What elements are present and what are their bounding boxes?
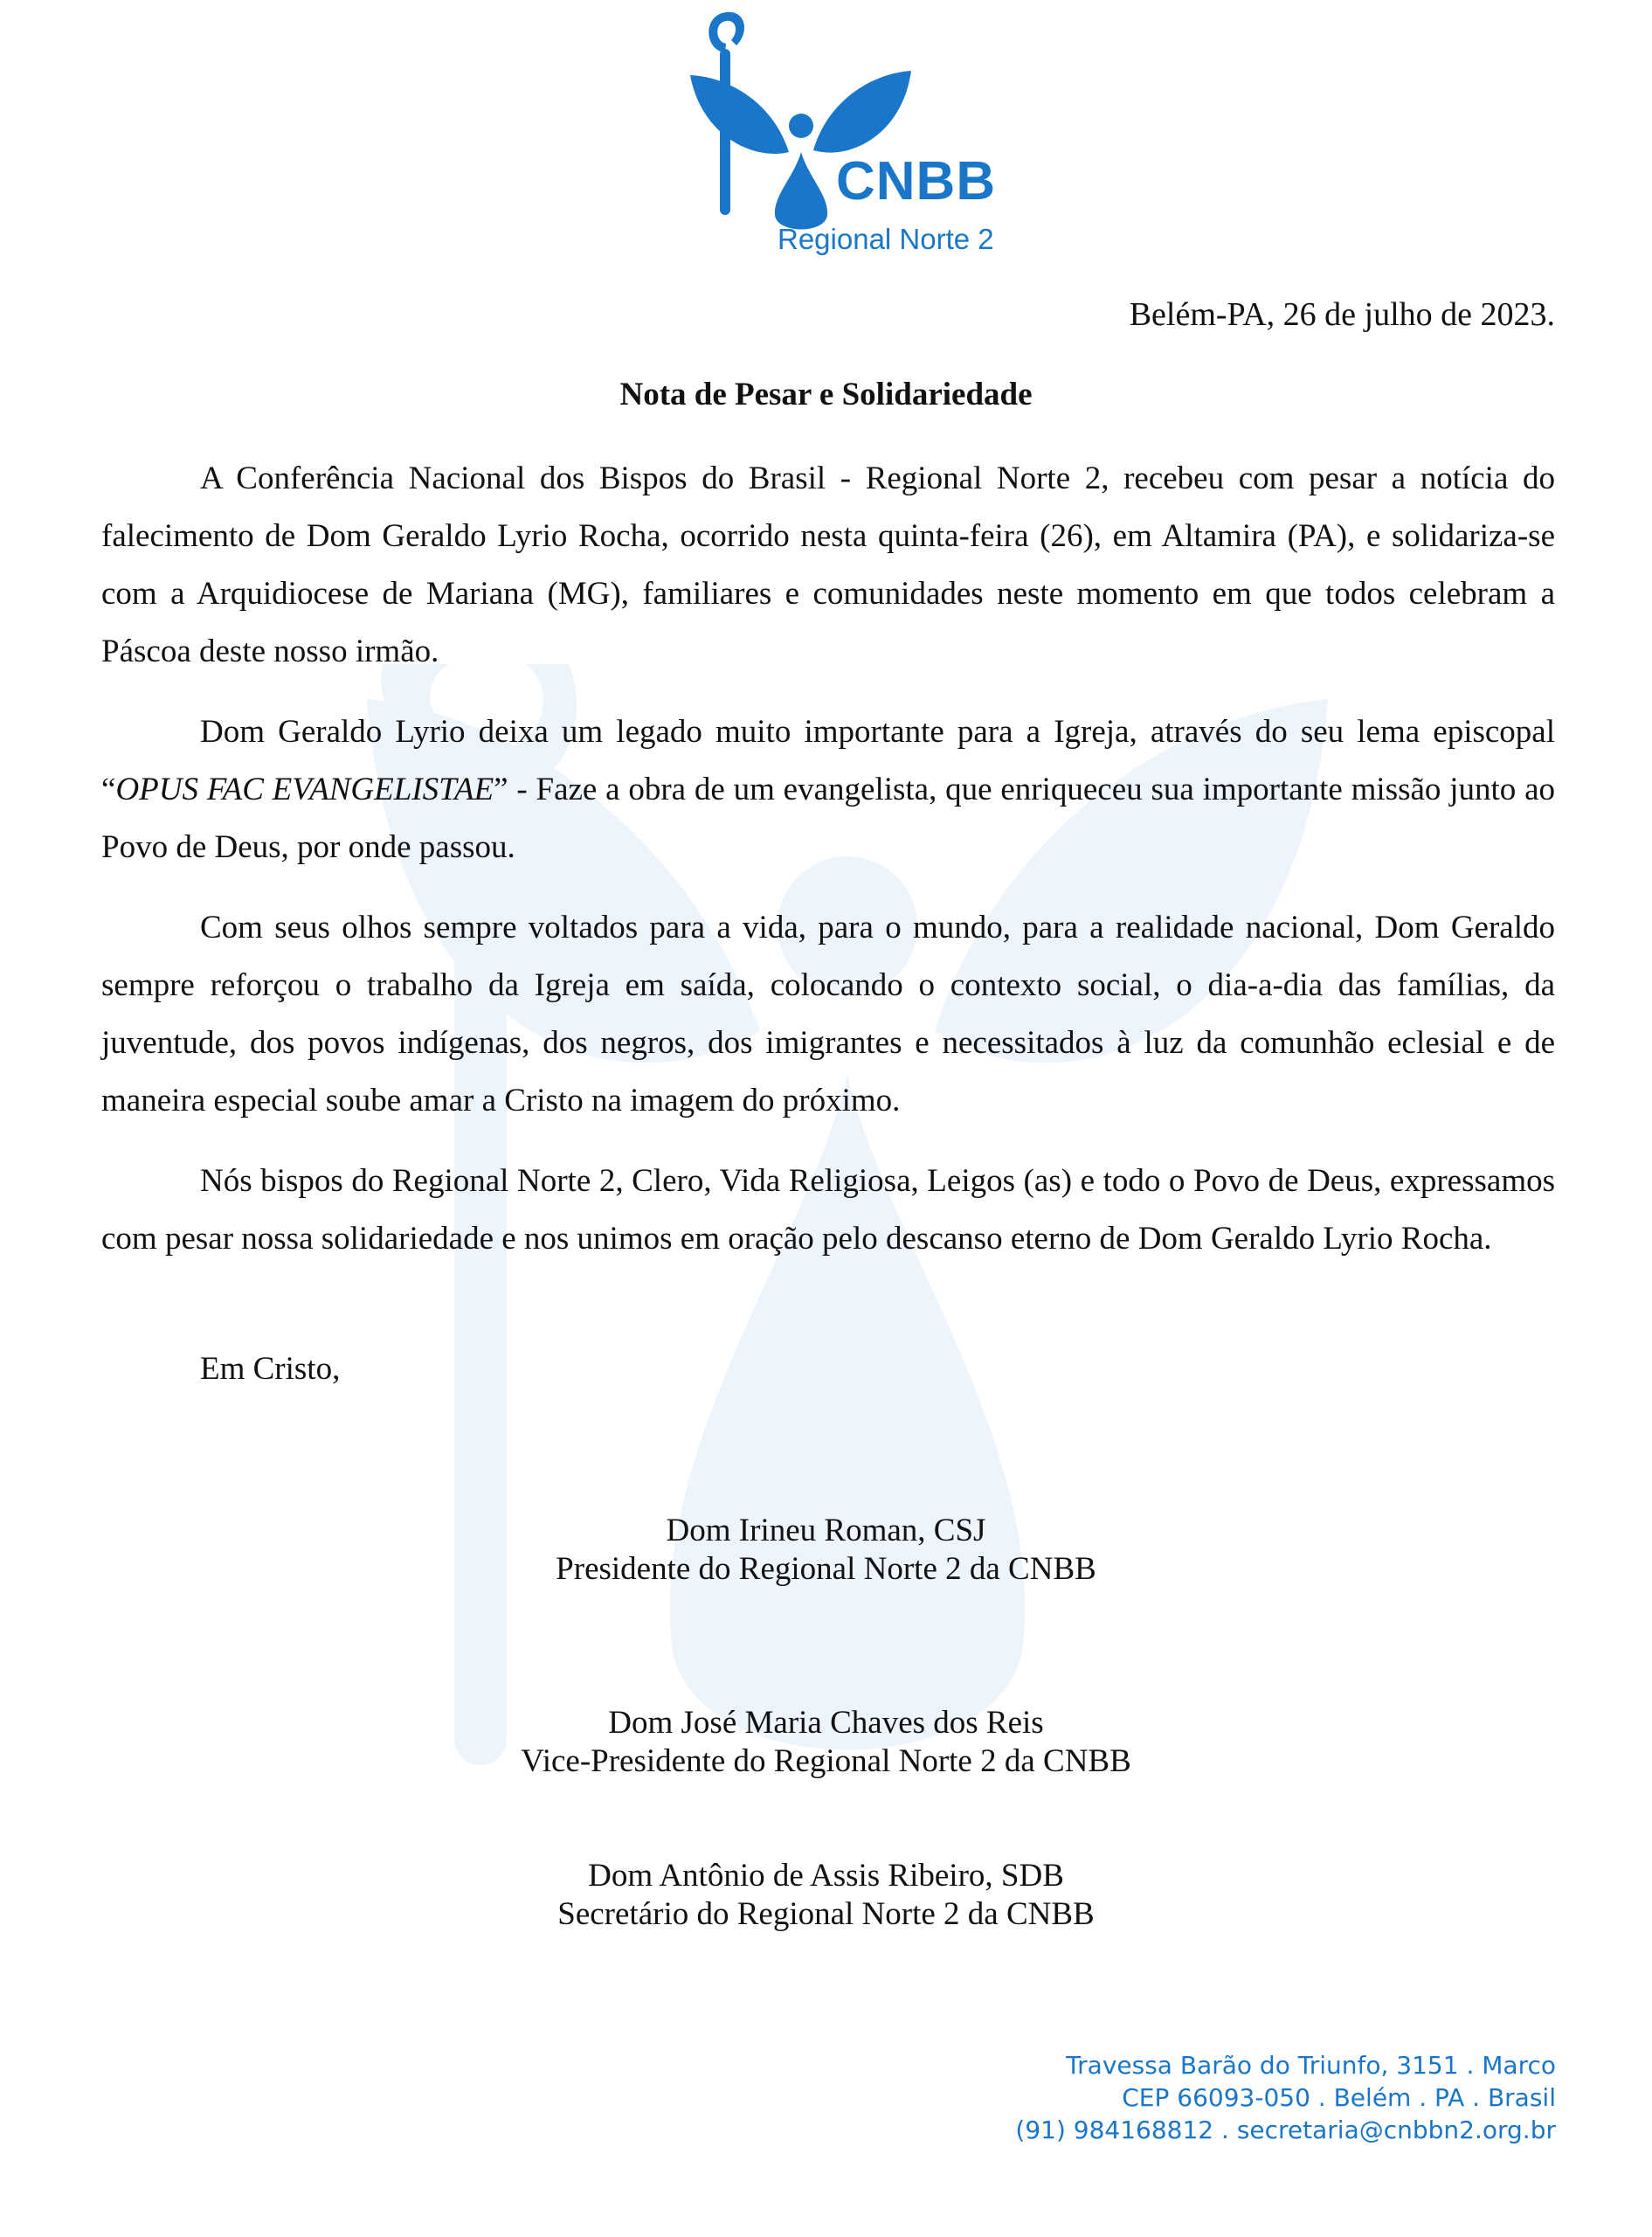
closing-salutation: Em Cristo,	[200, 1351, 341, 1387]
logo-text: CNBB	[836, 151, 997, 211]
footer-contact	[1015, 2049, 1556, 2146]
episcopal-motto: OPUS FAC EVANGELISTAE	[115, 772, 494, 807]
paragraph-text: ” - Faze a obra de um evangelista, que enriqueceu sua importante missão junto ao Povo de Deus, por onde passou.	[101, 772, 1555, 865]
letter-date: Belém-PA, 26 de julho de 2023.	[1129, 296, 1555, 333]
footer-city: CEP 66093-050 . Belém . PA . Brasil	[1122, 2083, 1556, 2112]
paragraph: Nós bispos do Regional Norte 2, Clero, Vida Religiosa, Leigos (as) e todo o Povo de Deus, expressamos com pesar nossa solidariedade e nos unimos em oração pelo descanso eterno de Dom Geraldo Lyrio Rocha.	[101, 1163, 1555, 1257]
signatory-name: Dom José Maria Chaves dos Reis	[608, 1705, 1044, 1741]
footer-address: Travessa Barão do Triunfo, 3151 . Marco	[1066, 2051, 1556, 2080]
signatory-role: Secretário do Regional Norte 2 da CNBB	[557, 1896, 1095, 1932]
logo-subtitle: Regional Norte 2	[778, 223, 994, 255]
signatory-role: Presidente do Regional Norte 2 da CNBB	[556, 1551, 1096, 1587]
document-title	[0, 376, 1652, 413]
signatory-role: Vice-Presidente do Regional Norte 2 da CNBB	[521, 1743, 1131, 1779]
paragraph: A Conferência Nacional dos Bispos do Brasil - Regional Norte 2, recebeu com pesar a notícia do falecimento de Dom Geraldo Lyrio Rocha, ocorrido nesta quinta-feira (26), em Altamira (PA), e solidariza-se com a Arquidiocese de Mariana (MG), familiares e comunidades neste momento em que todos celebram a Páscoa deste nosso irmão.	[101, 461, 1555, 669]
paragraph-text: Dom Geraldo Lyrio deixa um legado muito importante para a Igreja, através do seu lema episcopal “	[101, 714, 1555, 807]
paragraph	[101, 703, 1555, 876]
footer-contact-line: (91) 984168812 . secretaria@cnbbn2.org.br	[1015, 2116, 1556, 2144]
signatory-name: Dom Antônio de Assis Ribeiro, SDB	[588, 1858, 1064, 1894]
letter-body	[101, 450, 1555, 1291]
document-title-text: Nota de Pesar e Solidariedade	[619, 377, 1033, 412]
signatory-name: Dom Irineu Roman, CSJ	[666, 1513, 986, 1548]
signature-block	[0, 1512, 1652, 1589]
paragraph: Com seus olhos sempre voltados para a vida, para o mundo, para a realidade nacional, Dom Geraldo sempre reforçou o trabalho da Igreja em saída, colocando o contexto social, o dia-a-dia das famílias, da juventude, dos povos indígenas, dos negros, dos imigrantes e necessitados à luz da comunhão eclesial e de maneira especial soube amar a Cristo na imagem do próximo.	[101, 910, 1555, 1118]
signature-block	[0, 1704, 1652, 1781]
signature-block	[0, 1857, 1652, 1934]
